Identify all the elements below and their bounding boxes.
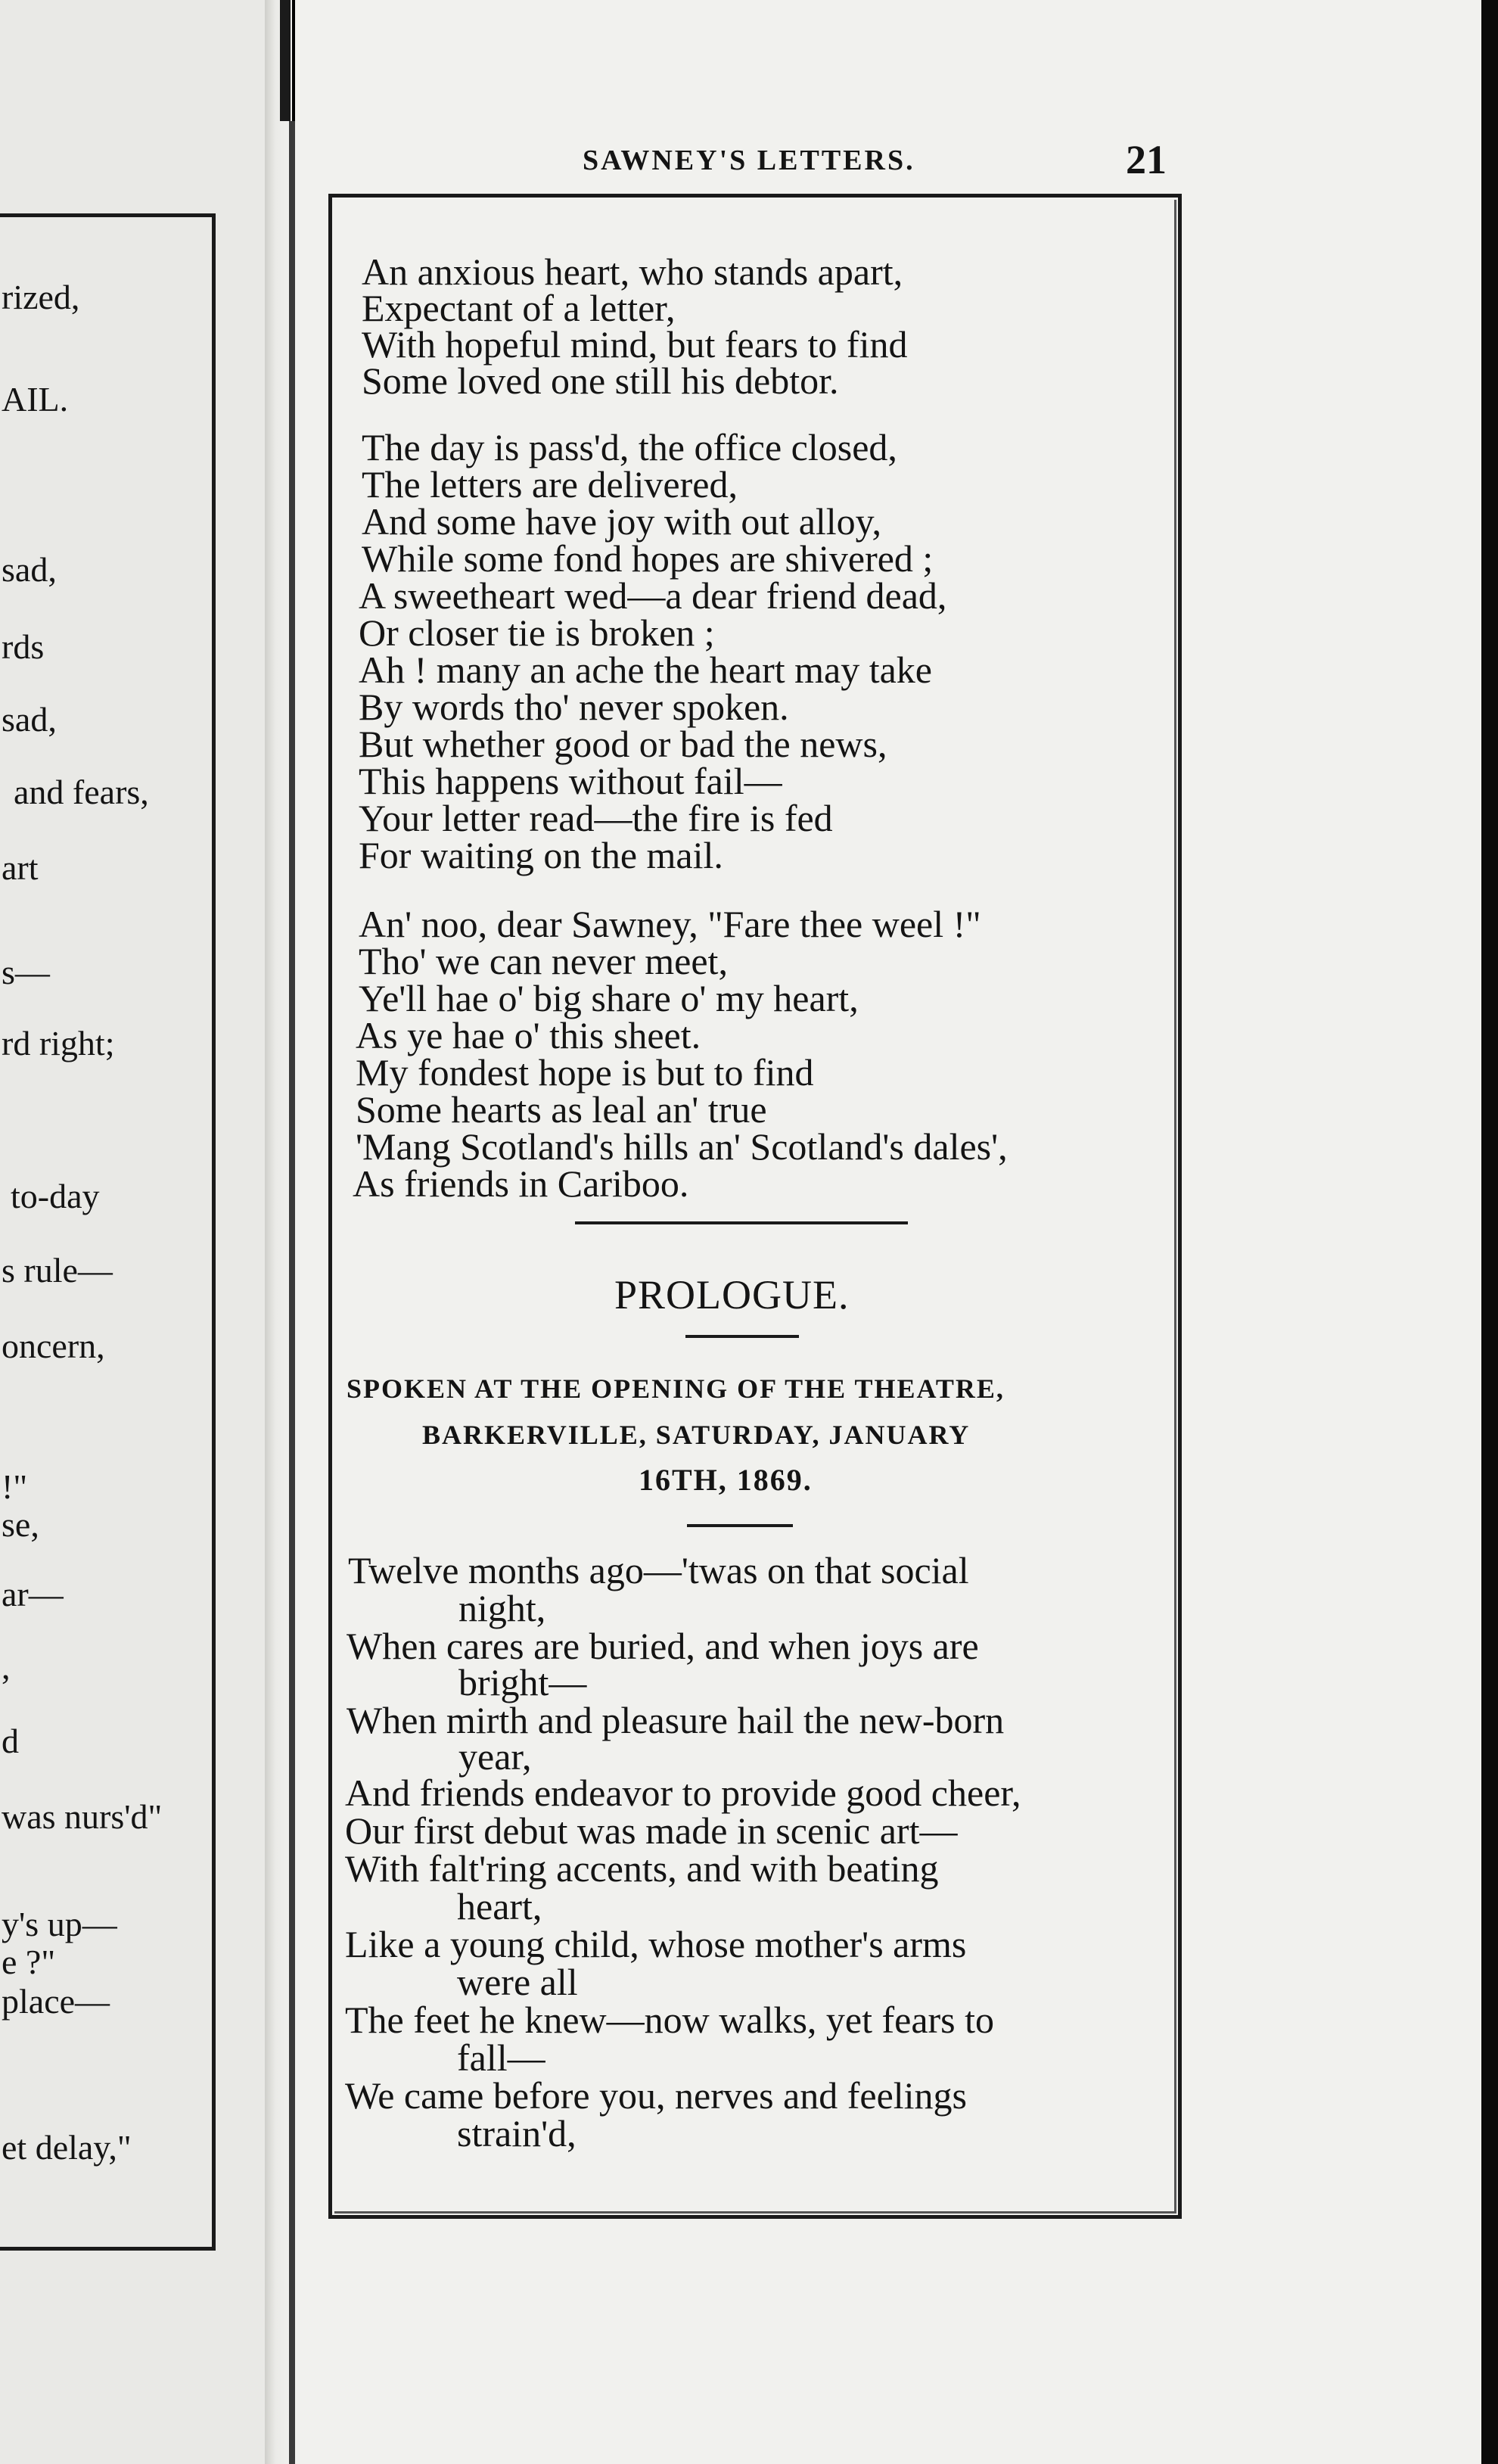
title-rule <box>685 1335 799 1338</box>
page-number: 21 <box>1126 137 1167 182</box>
previous-page <box>0 0 265 2464</box>
poem-line: But whether good or bad the news, <box>359 723 887 765</box>
poem-line: The letters are delivered, <box>362 463 738 506</box>
verse-line: When cares are buried, and when joys are <box>347 1625 979 1667</box>
poem-line: Or closer tie is broken ; <box>359 611 715 654</box>
verse-line: night, <box>458 1587 546 1629</box>
previous-page-line: rized, <box>2 278 80 316</box>
running-header: SAWNEY'S LETTERS. <box>583 145 915 176</box>
previous-page-line: s rule— <box>2 1251 113 1290</box>
poem-line: By words tho' never spoken. <box>359 686 789 728</box>
previous-page-line: was nurs'd" <box>2 1797 163 1836</box>
poem-line: Ye'll hae o' big share o' my heart, <box>359 977 859 1019</box>
spine-edge <box>289 121 295 2464</box>
previous-page-line: to-day <box>11 1177 100 1215</box>
poem-line: The day is pass'd, the office closed, <box>362 426 897 468</box>
book-gutter <box>265 0 292 2464</box>
page-edge <box>1481 0 1498 2464</box>
previous-page-line: et delay," <box>2 2128 132 2167</box>
previous-page-line: ar— <box>2 1575 64 1613</box>
poem-line: Ah ! many an ache the heart may take <box>359 649 932 691</box>
poem-line: As ye hae o' this sheet. <box>356 1014 701 1056</box>
subtitle-line: SPOKEN AT THE OPENING OF THE THEATRE, <box>347 1374 1005 1404</box>
poem-line: For waiting on the mail. <box>359 834 723 876</box>
previous-page-line: sad, <box>2 700 57 739</box>
poem-line: While some fond hopes are shivered ; <box>362 537 934 580</box>
previous-page-line: sad, <box>2 550 57 589</box>
subtitle-rule <box>687 1524 793 1527</box>
previous-page-text <box>0 0 250 2464</box>
verse-line: And friends endeavor to provide good cheer, <box>345 1772 1021 1814</box>
verse-line: bright— <box>458 1661 587 1703</box>
previous-page-line: place— <box>2 1982 110 2021</box>
verse-line: Twelve months ago—'twas on that social <box>348 1549 969 1591</box>
previous-page-line: and fears, <box>14 773 149 811</box>
previous-page-line: rds <box>2 627 45 666</box>
verse-line: When mirth and pleasure hail the new-born <box>347 1699 1005 1741</box>
section-title: PROLOGUE. <box>614 1272 850 1318</box>
poem-line: Some loved one still his debtor. <box>362 359 839 402</box>
previous-page-line: !" <box>2 1467 28 1506</box>
poem-line: Expectant of a letter, <box>362 287 676 329</box>
verse-line: We came before you, nerves and feelings <box>345 2074 967 2117</box>
previous-page-line: AIL. <box>2 380 69 418</box>
poem-line: With hopeful mind, but fears to find <box>362 323 908 366</box>
section-rule <box>575 1221 908 1224</box>
previous-page-line: d <box>2 1722 19 1760</box>
previous-page-line: , <box>2 1647 11 1686</box>
previous-page-line: s— <box>2 953 50 991</box>
poem-line: This happens without fail— <box>359 760 782 802</box>
poem-line: Tho' we can never meet, <box>359 940 728 982</box>
subtitle-date: 16TH, 1869. <box>639 1463 813 1497</box>
previous-page-line: se, <box>2 1505 39 1544</box>
verse-line: Our first debut was made in scenic art— <box>345 1809 958 1852</box>
poem-line: Your letter read—the fire is fed <box>359 797 833 839</box>
previous-page-line: art <box>2 848 39 887</box>
verse-line: fall— <box>457 2036 545 2079</box>
verse-line: year, <box>458 1735 532 1778</box>
previous-page-line: oncern, <box>2 1327 105 1365</box>
previous-page-line: e ?" <box>2 1943 56 1981</box>
poem-line: A sweetheart wed—a dear friend dead, <box>359 574 947 617</box>
poem-line: 'Mang Scotland's hills an' Scotland's dales', <box>356 1125 1008 1168</box>
previous-page-line: y's up— <box>2 1905 117 1943</box>
verse-line: With falt'ring accents, and with beating <box>345 1847 939 1890</box>
poem-line: Some hearts as leal an' true <box>356 1088 767 1131</box>
poem-line: An' noo, dear Sawney, "Fare thee weel !" <box>359 903 981 945</box>
verse-line: The feet he knew—now walks, yet fears to <box>345 1999 995 2041</box>
verse-line: Like a young child, whose mother's arms <box>345 1923 967 1965</box>
verse-line: strain'd, <box>457 2112 577 2154</box>
poem-line: As friends in Cariboo. <box>353 1162 689 1205</box>
poem-line: An anxious heart, who stands apart, <box>362 250 903 293</box>
poem-line: And some have joy with out alloy, <box>362 500 881 543</box>
poem-line: My fondest hope is but to find <box>356 1051 814 1094</box>
verse-line: were all <box>457 1961 578 2003</box>
spine-shadow <box>280 0 291 121</box>
subtitle-line: BARKERVILLE, SATURDAY, JANUARY <box>422 1420 971 1450</box>
verse-line: heart, <box>457 1885 542 1927</box>
previous-page-line: rd right; <box>2 1024 115 1062</box>
